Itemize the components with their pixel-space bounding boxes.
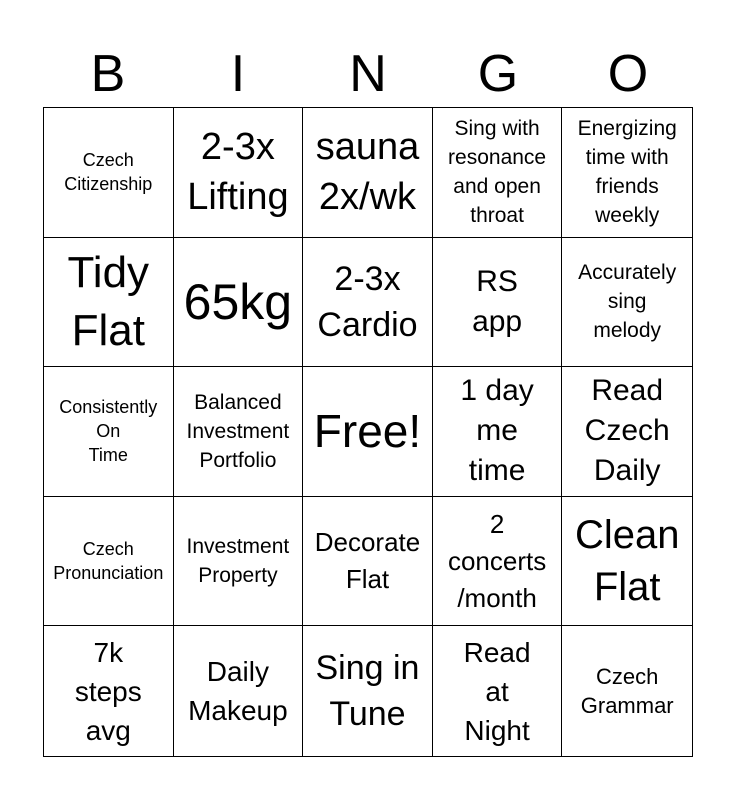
header-letter-o: O <box>607 45 649 103</box>
bingo-cell-r3c2[interactable] <box>174 367 304 497</box>
bingo-cell-r5c3[interactable] <box>303 626 433 756</box>
bingo-cell-r1c5[interactable] <box>562 108 692 238</box>
bingo-cell-r1c2[interactable] <box>174 108 304 238</box>
bingo-cell-r2c4[interactable] <box>433 238 563 368</box>
bingo-cell-r1c1[interactable] <box>44 108 174 238</box>
bingo-cell-text: Czech Pronunciation <box>53 539 164 584</box>
bingo-cell-r5c1[interactable] <box>44 626 174 756</box>
bingo-cell-text: Tidy Flat <box>67 247 150 355</box>
bingo-cell-r4c3[interactable] <box>303 497 433 627</box>
bingo-cell-text: 2 concerts /month <box>447 508 547 613</box>
header-letter-g: G <box>477 45 519 103</box>
free-space-cell[interactable] <box>303 367 433 497</box>
bingo-cell-text: Czech Grammar <box>580 664 674 719</box>
bingo-cell-text: Sing with resonance and open throat <box>448 117 547 228</box>
bingo-cell-r5c2[interactable] <box>174 626 304 756</box>
bingo-cell-r3c1[interactable] <box>44 367 174 497</box>
bingo-cell-text: RS app <box>472 264 523 338</box>
bingo-cell-text: Consistently On Time <box>59 397 158 466</box>
bingo-cell-r2c5[interactable] <box>562 238 692 368</box>
bingo-cell-r1c3[interactable] <box>303 108 433 238</box>
bingo-cell-r3c4[interactable] <box>433 367 563 497</box>
bingo-cell-text: Energizing time with friends weekly <box>577 117 677 228</box>
bingo-cell-r2c1[interactable] <box>44 238 174 368</box>
bingo-cell-text: Read at Night <box>463 636 531 746</box>
bingo-cell-text: Daily Makeup <box>188 656 288 727</box>
bingo-cell-text: Investment Property <box>186 535 290 588</box>
header-letter-b: B <box>90 45 126 103</box>
bingo-cell-r5c4[interactable] <box>433 626 563 756</box>
bingo-cell-text: Accurately sing melody <box>578 261 677 343</box>
bingo-cell-text: 2-3x Lifting <box>187 126 289 219</box>
bingo-cell-r4c2[interactable] <box>174 497 304 627</box>
bingo-cell-r3c5[interactable] <box>562 367 692 497</box>
bingo-cell-text: Decorate Flat <box>314 527 421 595</box>
bingo-cell-r2c3[interactable] <box>303 238 433 368</box>
bingo-cell-text: Clean Flat <box>574 513 680 610</box>
bingo-card-grid <box>43 107 693 757</box>
bingo-cell-r5c5[interactable] <box>562 626 692 756</box>
bingo-cell-text: 1 day me time <box>460 374 534 488</box>
header-letter-i: I <box>230 45 246 103</box>
bingo-cell-r4c5[interactable] <box>562 497 692 627</box>
bingo-cell-r4c4[interactable] <box>433 497 563 627</box>
bingo-cell-text: 2-3x Cardio <box>317 259 418 344</box>
bingo-cell-r1c4[interactable] <box>433 108 563 238</box>
bingo-cell-text: sauna 2x/wk <box>315 126 420 219</box>
bingo-header <box>43 40 693 108</box>
header-letter-n: N <box>349 45 387 103</box>
bingo-cell-text: Balanced Investment Portfolio <box>186 390 290 472</box>
bingo-cell-text: Read Czech Daily <box>584 374 670 488</box>
bingo-cell-r2c2[interactable] <box>174 238 304 368</box>
bingo-cell-text: Sing in Tune <box>315 649 420 734</box>
bingo-cell-text: 65kg <box>183 273 293 330</box>
free-space-text: Free! <box>313 405 422 458</box>
bingo-cell-text: 7k steps avg <box>74 636 142 746</box>
bingo-cell-text: Czech Citizenship <box>64 150 153 195</box>
bingo-cell-r4c1[interactable] <box>44 497 174 627</box>
